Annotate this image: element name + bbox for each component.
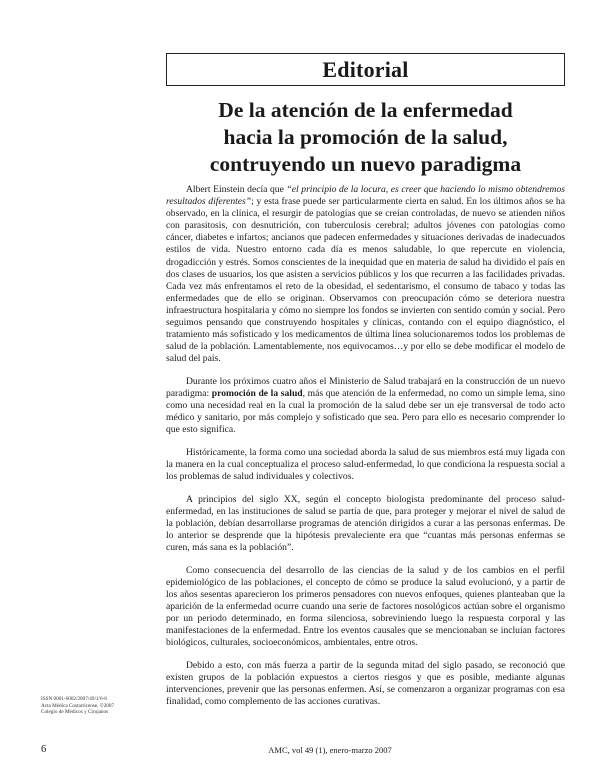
page-number: 6 bbox=[41, 744, 47, 755]
title-line-3: contruyendo un nuevo paradigma bbox=[209, 152, 522, 176]
issn-line-3: Colegio de Médicos y Cirujanos bbox=[41, 709, 109, 716]
issn-line-1: ISSN 0001-6002/2007/49/1/6-8 bbox=[41, 696, 107, 702]
paragraph-6: Debido a esto, con más fuerza a partir de la segunda mitad del siglo pasado, se reconoció que existen grupos de la población expuestos a ciertos riesgos y que es posible, mediante algunas intervenciones, prevenir que las personas enfermen. Así, se comenzaron a organizar programas con esa finalidad, como complemento de las acciones curativas. bbox=[166, 659, 565, 708]
section-header bbox=[166, 53, 565, 86]
paragraph-2 bbox=[166, 376, 565, 436]
paragraph-3: Históricamente, la forma como una sociedad aborda la salud de sus miembros está muy ligada con la manera en la cual conceptualiza el proceso salud-enfermedad, lo que condiciona la respuesta social a los problemas de salud individuales y colectivos. bbox=[166, 446, 565, 483]
journal-reference: AMC, vol 49 (1), enero-marzo 2007 bbox=[268, 745, 392, 755]
paragraph-4: A principios del siglo XX, según el concepto biologista predominante del proceso salud-enfermedad, en las instituciones de salud se partía de que, para proteger y mejorar el nivel de salud de la población, debían desarrollarse programas de atención dirigidos a curar a las personas enfermas. De lo anterior se desprende que la hipótesis prevaleciente era que “cuantas más personas enfermas se curen, más sana es la población”. bbox=[166, 493, 565, 554]
einstein-quote: “el principio de la locura, es creer que haciendo lo mismo obtendremos resultados diferentes” bbox=[166, 184, 565, 208]
issn-block bbox=[41, 696, 161, 716]
p2-start: Durante los próximos cuatro años el Ministerio de Salud trabajará en la construcción de un nuevo paradigma: bbox=[166, 375, 565, 399]
paragraph-5: Como consecuencia del desarrollo de las ciencias de la salud y de los cambios en el perfil epidemiológico de las poblaciones, el concepto de cómo se produce la salud evolucionó, y a partir de los años sesentas aparecieron los primeros pensadores con nuevos enfoques, quienes planteaban que la aparición de la enfermedad ocurre cuando una serie de factores nosológicos actúan sobre el organismo por un periodo determinado, en forma silenciosa, sobreviniendo luego la respuesta corporal y las manifestaciones de la enfermedad. Entre los eventos causales que se mencionaban se incluían factores biológicos, culturales, socioeconómicos, ambientales, entre otros. bbox=[166, 564, 565, 649]
title-line-2: hacia la promoción de la salud, bbox=[223, 125, 508, 149]
paragraph-1 bbox=[166, 184, 565, 365]
issn-line-2: Acta Médica Costarricense, ©2007 bbox=[41, 702, 115, 709]
p1-start: Albert Einstein decía que bbox=[186, 184, 287, 195]
p1-rest: ; y esta frase puede ser particularmente cierta en salud. En los últimos años se ha observado, en la clínica, el resurgir de patologías que se creían controladas, de nuevo se atienden niños con parasitosis, con desnutrición, con tuberculosis cerebral; adultos jóvenes con patologías como cáncer, diabetes e infartos; ancianos que padecen enfermedades y situaciones derivadas de inadecuados estilos de vida. Nuestro entorno cada día es menos saludable, lo que repercute en violencia, drogadicción y estrés. Somos conscientes de la inequidad que en materia de salud ha dividido el país en dos clases de usuarios, los que asisten a servicios públicos y los que recurren a las facilidades privadas. Cada vez más enfrentamos el reto de la obesidad, el sedentarismo, el consumo de tabaco y todas las enfermedades que de ello se originan. Observamos con preocupación cómo se deteriora nuestra infraestructura hospitalaria y cómo no siempre los fondos se invierten con sentido común y social. Pero seguimos pensando que construyendo hospitales y clínicas, contando con el equipo diagnóstico, el tratamiento más sofisticado y los medicamentos de última línea solucionaremos todos los problemas de salud de la población. Lamentablemente, nos equivocamos…y por ello se debe modificar el modelo de salud del país. bbox=[166, 196, 565, 365]
title-line-1: De la atención de la enfermedad bbox=[218, 98, 513, 122]
section-label: Editorial bbox=[322, 56, 409, 82]
p2-emphasis: promoción de la salud bbox=[211, 388, 303, 399]
article-title bbox=[166, 97, 565, 178]
article-body bbox=[166, 184, 565, 719]
p2-rest: , más que atención de la enfermedad, no como un simple lema, sino como una necesidad real en la cual la promoción de la salud debe ser un eje transversal de todo acto médico y sanitario, por más complejo y sofisticado que sea. Pero para ello es necesario comprender lo que esto significa. bbox=[166, 388, 565, 436]
